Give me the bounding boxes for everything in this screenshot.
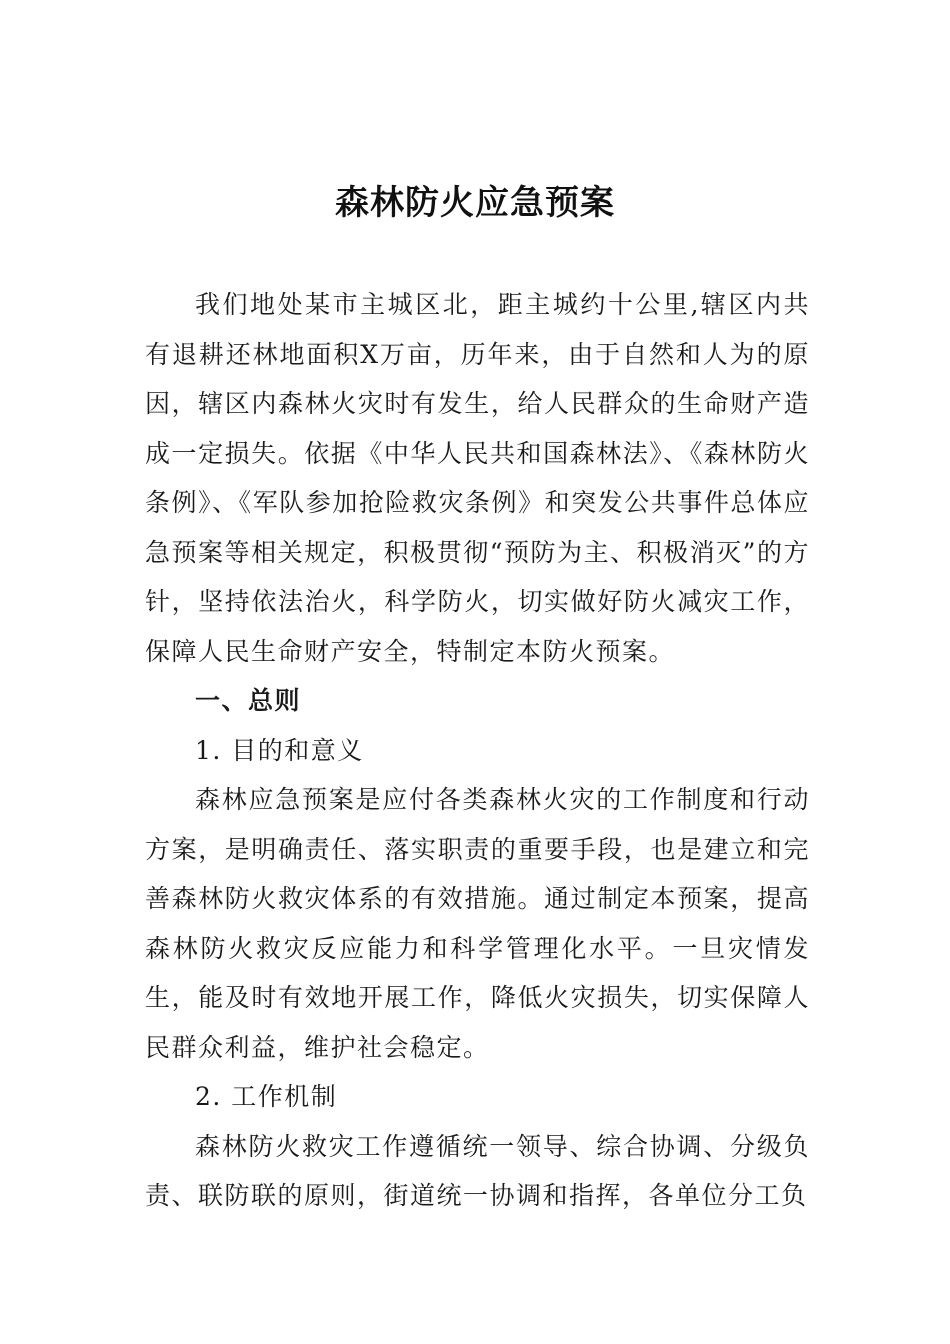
document-title: 森林防火应急预案 — [335, 183, 615, 223]
section-heading-general: 一、总则 — [195, 686, 302, 715]
purpose-paragraph: 森林应急预案是应付各类森林火灾的工作制度和行动方案，是明确责任、落实职责的重要手段，也是建立和完善森林防火救灾体系的有效措施。通过制定本预案，提高森林防火救灾反应能力和科学管理化水平。一旦灾情发生，能及时有效地开展工作，降低火灾损失，切实保障人民群众利益，维护社会稳定。 — [145, 785, 810, 1062]
document-body — [145, 280, 810, 1221]
subsection-heading-mechanism: 2. 工作机制 — [195, 1082, 338, 1111]
subsection-heading-purpose: 1. 目的和意义 — [195, 735, 364, 765]
mechanism-paragraph: 森林防火救灾工作遵循统一领导、综合协调、分级负责、联防联的原则，街道统一协调和指挥，各单位分工负 — [145, 1131, 810, 1210]
intro-paragraph: 我们地处某市主城区北，距主城约十公里,辖区内共有退耕还林地面积X万亩，历年来，由于自然和人为的原因，辖区内森林火灾时有发生，给人民群众的生命财产造成一定损失。依据《中华人民共和国森林法》、《森林防火条例》、《军队参加抢险救灾条例》和突发公共事件总体应急预案等相关规定，积极贯彻“预防为主、积极消灭”的方针，坚持依法治火，科学防火，切实做好防火减灾工作，保障人民生命财产安全，特制定本防火预案。 — [145, 290, 810, 666]
